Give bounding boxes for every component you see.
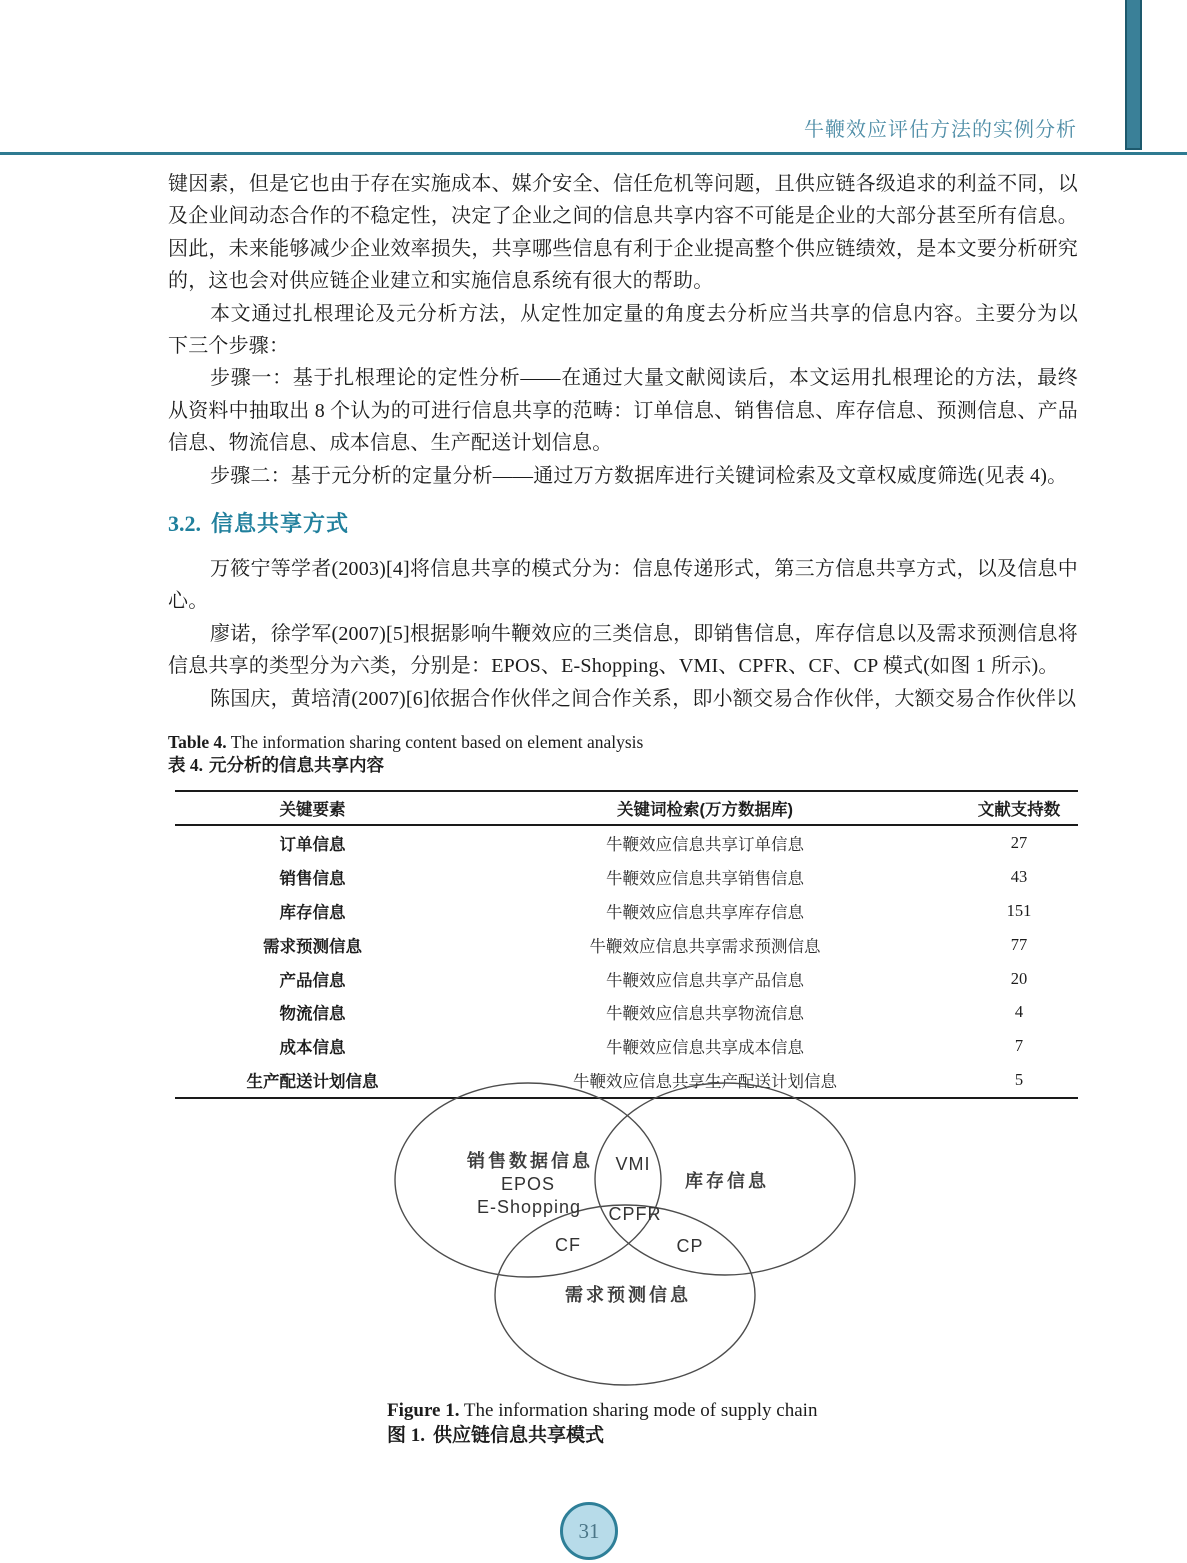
cell-element: 成本信息 (279, 1039, 346, 1058)
cell-element: 订单信息 (279, 836, 346, 855)
table-row (175, 1029, 1078, 1063)
venn-diagram (345, 1072, 875, 1402)
table-row (175, 894, 1078, 928)
venn-cpfr-label: CPFR (608, 1204, 662, 1224)
cell-count: 7 (1014, 1036, 1024, 1056)
table-caption-text-zh: 元分析的信息共享内容 (209, 755, 384, 776)
paragraph-2: 本文通过扎根理论及元分析方法，从定性加定量的角度去分析应当共享的信息内容。主要分为以下三个步骤： (168, 302, 1078, 358)
table-caption-text-en: The information sharing content based on element analysis (230, 732, 644, 753)
cell-count: 77 (1010, 934, 1028, 954)
cell-element: 产品信息 (279, 971, 346, 990)
table-row (175, 826, 1078, 860)
cell-keyword: 牛鞭效应信息共享产品信息 (606, 970, 804, 990)
table-header-element: 关键要素 (279, 801, 346, 820)
venn-left-set-item-epos: EPOS (500, 1174, 556, 1194)
section-title: 信息共享方式 (211, 511, 350, 537)
figure-caption (387, 1398, 907, 1448)
table-header-count: 文献支持数 (977, 801, 1061, 820)
paragraph-7: 陈国庆，黄培清(2007)[6]依据合作伙伴之间合作关系，即小额交易合作伙伴，大额交易合作伙伴以 (210, 687, 1077, 710)
cell-element: 需求预测信息 (263, 937, 362, 956)
cell-count: 27 (1010, 833, 1028, 853)
paragraph-4: 步骤二：基于元分析的定量分析——通过万方数据库进行关键词检索及文章权威度筛选(见表 4)。 (210, 464, 1068, 487)
venn-cp-label: CP (676, 1236, 704, 1256)
page-number-badge (560, 1502, 618, 1560)
cell-element: 销售信息 (279, 869, 346, 888)
table-caption-chinese (168, 754, 1078, 777)
corner-accent-bar (1125, 0, 1142, 150)
figure-caption-label-en: Figure 1. (387, 1400, 460, 1421)
paragraph-3: 步骤一：基于扎根理论的定性分析——在通过大量文献阅读后，本文运用扎根理论的方法，最终从资料中抽取出 8 个认为的可进行信息共享的范畴：订单信息、销售信息、库存信息、预测信息、产品信息、物流信息、成本信息、生产配送计划信息。 (168, 367, 1078, 455)
table-header-row (175, 792, 1078, 826)
table-row (175, 860, 1078, 894)
figure-caption-label-zh: 图 1. (387, 1425, 426, 1446)
header-divider-line (0, 152, 1187, 155)
paragraph-6: 廖诺，徐学军(2007)[5]根据影响牛鞭效应的三类信息，即销售信息，库存信息以及需求预测信息将信息共享的类型分为六类，分别是：EPOS、E-Shopping、VMI、CPFR、CF、CP 模式(如图 1 所示)。 (168, 622, 1078, 678)
figure-caption-chinese (387, 1423, 907, 1448)
cell-count: 4 (1014, 1002, 1024, 1022)
table-row (175, 996, 1078, 1030)
cell-keyword: 牛鞭效应信息共享订单信息 (606, 835, 804, 855)
paragraph-1: 键因素，但是它也由于存在实施成本、媒介安全、信任危机等问题，且供应链各级追求的利益不同，以及企业间动态合作的不稳定性，决定了企业之间的信息共享内容不可能是企业的大部分甚至所有信息。因此，未来能够减少企业效率损失，共享哪些信息有利于企业提高整个供应链绩效，是本文要分析研究的，这也会对供应链企业建立和实施信息系统有很大的帮助。 (168, 173, 1078, 293)
venn-left-set-label: 销售数据信息 (467, 1151, 593, 1171)
cell-keyword: 牛鞭效应信息共享销售信息 (606, 868, 804, 888)
running-head-title: 牛鞭效应评估方法的实例分析 (804, 119, 1077, 141)
cell-count: 20 (1010, 968, 1028, 988)
figure-caption-text-en: The information sharing mode of supply chain (463, 1400, 818, 1421)
venn-right-set-label: 库存信息 (685, 1171, 769, 1191)
table-header-keyword: 关键词检索(万方数据库) (617, 801, 793, 820)
meta-analysis-table (175, 790, 1078, 1099)
figure-caption-english (387, 1398, 907, 1423)
figure-caption-text-zh: 供应链信息共享模式 (433, 1425, 605, 1446)
table-row (175, 962, 1078, 996)
cell-element: 生产配送计划信息 (246, 1073, 379, 1092)
cell-keyword: 牛鞭效应信息共享物流信息 (606, 1004, 804, 1024)
paragraph-5: 万筱宁等学者(2003)[4]将信息共享的模式分为：信息传递形式，第三方信息共享方式，以及信息中心。 (168, 558, 1078, 613)
cell-keyword: 牛鞭效应信息共享需求预测信息 (589, 936, 821, 956)
cell-count: 151 (1006, 900, 1032, 920)
cell-count: 43 (1010, 866, 1028, 886)
cell-count: 5 (1014, 1070, 1024, 1090)
venn-bottom-set-label: 需求预测信息 (565, 1285, 691, 1305)
table-row (175, 928, 1078, 962)
table-caption (168, 731, 1078, 777)
venn-cf-label: CF (555, 1235, 581, 1255)
table-caption-label-zh: 表 4. (168, 755, 203, 776)
main-content (168, 168, 1078, 1099)
cell-keyword: 牛鞭效应信息共享库存信息 (606, 902, 804, 922)
page-number: 31 (578, 1518, 600, 1543)
venn-left-set-item-eshopping: E-Shopping (476, 1197, 582, 1217)
cell-keyword: 牛鞭效应信息共享生产配送计划信息 (573, 1072, 837, 1092)
section-number: 3.2. (168, 511, 201, 537)
venn-vmi-label: VMI (615, 1154, 651, 1174)
cell-element: 库存信息 (279, 903, 346, 922)
section-heading (168, 507, 1078, 538)
table-caption-english (168, 731, 1078, 754)
table-caption-label-en: Table 4. (168, 732, 227, 753)
cell-keyword: 牛鞭效应信息共享成本信息 (606, 1038, 804, 1058)
cell-element: 物流信息 (279, 1005, 346, 1024)
